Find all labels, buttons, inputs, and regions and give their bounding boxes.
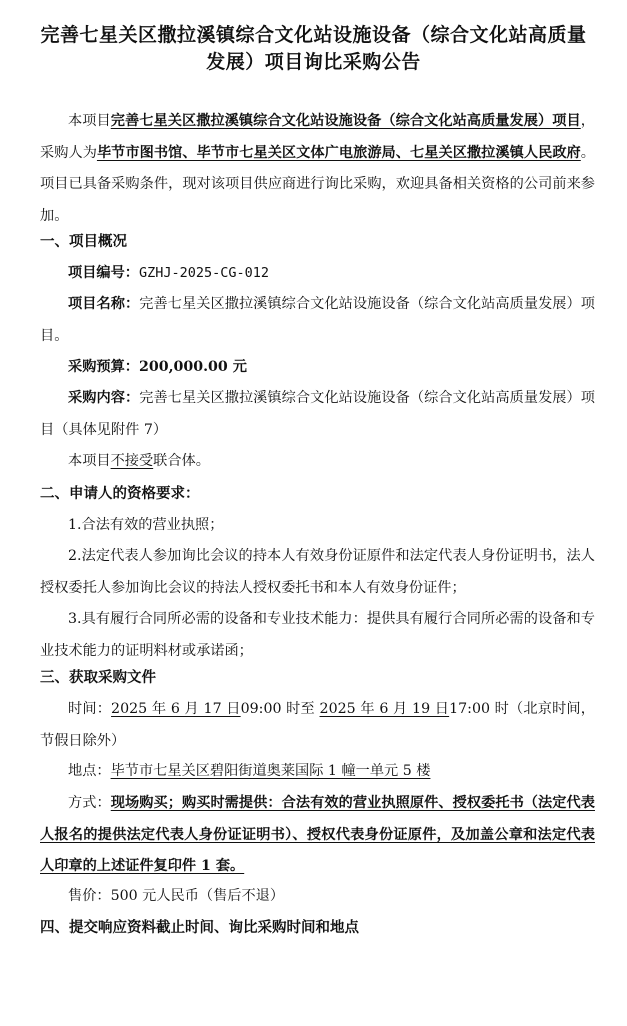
place-label: 地点：	[68, 763, 111, 779]
time-end-date: 2025 年 6 月 19 日	[319, 701, 450, 717]
price-label: 售价：	[68, 888, 111, 904]
page-title	[20, 22, 607, 76]
section2-heading: 二、申请人的资格要求：	[40, 485, 200, 502]
method-line	[40, 788, 595, 883]
project-code-value: GZHJ-2025-CG-012	[138, 265, 269, 281]
time-start-date: 2025 年 6 月 17 日	[111, 701, 241, 717]
consortium-suffix: 联合体。	[153, 453, 210, 469]
method-value: 现场购买；购买时需提供：合法有效的营业执照原件、授权委托书（法定代表人报名的提供法定代表人身份证证明书）、授权代表身份证原件，及加盖公章和法定代表人印章的上述证件复印件 1 套。	[40, 795, 595, 874]
consortium-prefix: 本项目	[68, 453, 111, 469]
consortium-emph: 不接受	[110, 453, 154, 469]
intro-paragraph	[40, 106, 595, 232]
title-line-1: 完善七星关区撒拉溪镇综合文化站设施设备（综合文化站高质量	[40, 24, 587, 46]
time-line	[40, 694, 595, 757]
intro-purchasers: 毕节市图书馆、毕节市七星关区文体广电旅游局、七星关区撒拉溪镇人民政府	[96, 144, 581, 161]
section4-heading: 四、提交响应资料截止时间、询比采购时间和地点	[40, 919, 359, 936]
section3-heading: 三、获取采购文件	[40, 669, 156, 686]
qualification-item-3: 3.具有履行合同所必需的设备和专业技术能力：提供具有履行合同所必需的设备和专业技术能力的证明料材或承诺函；	[40, 611, 595, 659]
intro-prefix: 本项目	[68, 113, 111, 129]
project-name-label: 项目名称：	[68, 296, 140, 312]
place-value: 毕节市七星关区碧阳街道奥莱国际 1 幢一单元 5 楼	[110, 763, 431, 779]
project-name-value: 完善七星关区撒拉溪镇综合文化站设施设备（综合文化站高质量发展）项目。	[40, 296, 595, 344]
consortium-line	[40, 446, 595, 478]
qualification-item-2: 2.法定代表人参加询比会议的持本人有效身份证原件和法定代表人身份证明书，法人授权委托人参加询比会议的持法人授权委托书和本人有效身份证件；	[40, 548, 595, 596]
budget-value: 200,000.00 元	[138, 359, 247, 375]
intro-project-name: 完善七星关区撒拉溪镇综合文化站设施设备（综合文化站高质量发展）项目	[110, 113, 581, 129]
time-start-clock: 09:00 时至	[240, 701, 320, 717]
content-label: 采购内容：	[68, 390, 140, 406]
intro-mid: ，采购人为	[40, 113, 595, 161]
content-value: 完善七星关区撒拉溪镇综合文化站设施设备（综合文化站高质量发展）项目（具体见附件 7）	[40, 390, 595, 438]
budget-line	[40, 352, 595, 384]
title-line-2: 发展）项目询比采购公告	[206, 51, 421, 73]
time-end-clock: 17:00 时（北京时间，节假日除外）	[40, 701, 595, 749]
method-label: 方式：	[68, 795, 111, 811]
budget-label: 采购预算：	[68, 359, 139, 375]
price-value: 500 元人民币（售后不退）	[110, 888, 285, 904]
time-label: 时间：	[68, 701, 112, 717]
project-name-line	[40, 289, 595, 352]
content-line	[40, 383, 595, 446]
intro-suffix: 。项目已具备采购条件，现对该项目供应商进行询比采购，欢迎具备相关资格的公司前来参加。	[40, 144, 595, 224]
project-code-line	[40, 258, 595, 290]
section1-heading: 一、项目概况	[40, 233, 127, 250]
project-code-label: 项目编号：	[68, 265, 139, 281]
price-line	[40, 881, 595, 913]
place-line	[40, 756, 595, 788]
qualification-item-1: 1.合法有效的营业执照；	[68, 517, 224, 533]
